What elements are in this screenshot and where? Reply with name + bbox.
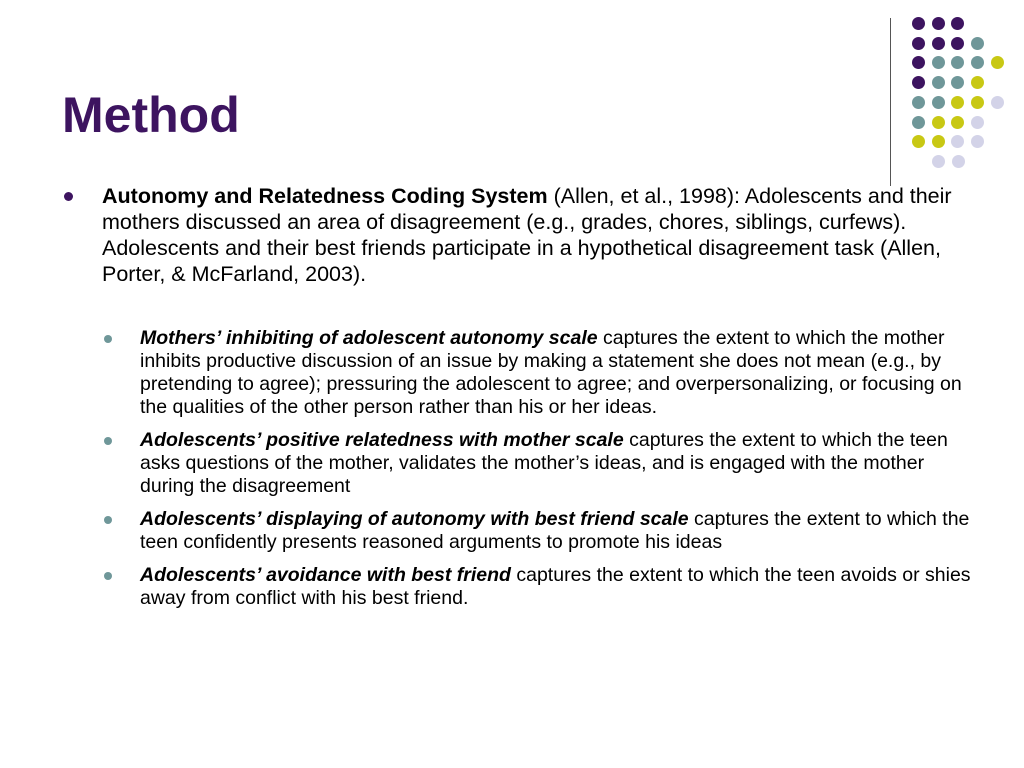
decorative-dot	[912, 76, 925, 89]
decorative-dot	[932, 17, 945, 30]
sub-bullet	[62, 508, 972, 554]
sub-bullet-lead: Adolescents’ displaying of autonomy with best friend scale	[140, 508, 689, 530]
decorative-dot	[912, 56, 925, 69]
sub-bullet-lead: Mothers’ inhibiting of adolescent autonomy scale	[140, 327, 598, 349]
sub-bullet-list	[62, 327, 972, 610]
decorative-dot	[932, 116, 945, 129]
sub-bullet-lead: Adolescents’ positive relatedness with mother scale	[140, 429, 624, 451]
decorative-dot	[932, 155, 945, 168]
decorative-dot	[971, 76, 984, 89]
bullet-dot-icon	[104, 516, 112, 524]
sub-bullet	[62, 429, 972, 498]
sub-bullet	[62, 327, 972, 419]
slide-content	[62, 183, 972, 620]
sub-bullet	[62, 564, 972, 610]
bullet-dot-icon	[104, 437, 112, 445]
main-bullet-lead: Autonomy and Relatedness Coding System	[102, 184, 548, 208]
decorative-dot	[951, 56, 964, 69]
main-bullet	[62, 183, 972, 287]
bullet-dot-icon	[104, 572, 112, 580]
decorative-dot	[932, 96, 945, 109]
decorative-dot	[932, 37, 945, 50]
bullet-dot-icon	[104, 335, 112, 343]
decorative-dot	[991, 96, 1004, 109]
sub-bullet-lead: Adolescents’ avoidance with best friend	[140, 564, 511, 586]
sub-bullet-body: captures the extent to which the teen asks questions of the mother, validates the mother’s ideas, and is engaged with the mother during the disagreement	[140, 429, 948, 497]
decorative-dot	[951, 76, 964, 89]
decorative-dot	[971, 96, 984, 109]
decorative-dot	[991, 56, 1004, 69]
sub-bullet-body: captures the extent to which the mother inhibits productive discussion of an issue by making a statement she does not mean (e.g., by pretending to agree); pressuring the adolescent to agree; and overpersonalizing, or focusing on the qualities of the other person rather than his or her ideas.	[140, 327, 962, 418]
sub-bullet-body: captures the extent to which the teen confidently presents reasoned arguments to promote his ideas	[140, 508, 970, 553]
decorative-dot	[971, 56, 984, 69]
decorative-dot	[951, 135, 964, 148]
main-bullet-body: (Allen, et al., 1998): Adolescents and their mothers discussed an area of disagreement (e.g., grades, chores, siblings, curfews). Adolescents and their best friends participate in a hypothetical disagreement task (Allen, Porter, & McFarland, 2003).	[102, 184, 952, 286]
bullet-dot-icon	[64, 192, 73, 201]
slide-title: Method	[62, 87, 240, 143]
decorative-dot	[912, 96, 925, 109]
decorative-dot	[952, 155, 965, 168]
decorative-dot	[951, 37, 964, 50]
decorative-dot	[971, 116, 984, 129]
decorative-dot	[912, 135, 925, 148]
decorative-dot	[912, 37, 925, 50]
decorative-divider-line	[890, 18, 891, 186]
decorative-dot	[912, 116, 925, 129]
decorative-dot	[932, 76, 945, 89]
decorative-dot	[951, 96, 964, 109]
decorative-dot	[912, 17, 925, 30]
decorative-dot	[951, 116, 964, 129]
decorative-dot	[971, 135, 984, 148]
decorative-dot	[932, 56, 945, 69]
decorative-dot	[971, 37, 984, 50]
sub-bullet-body: captures the extent to which the teen avoids or shies away from conflict with his best friend.	[140, 564, 971, 609]
decorative-dot	[951, 17, 964, 30]
decorative-dot	[932, 135, 945, 148]
